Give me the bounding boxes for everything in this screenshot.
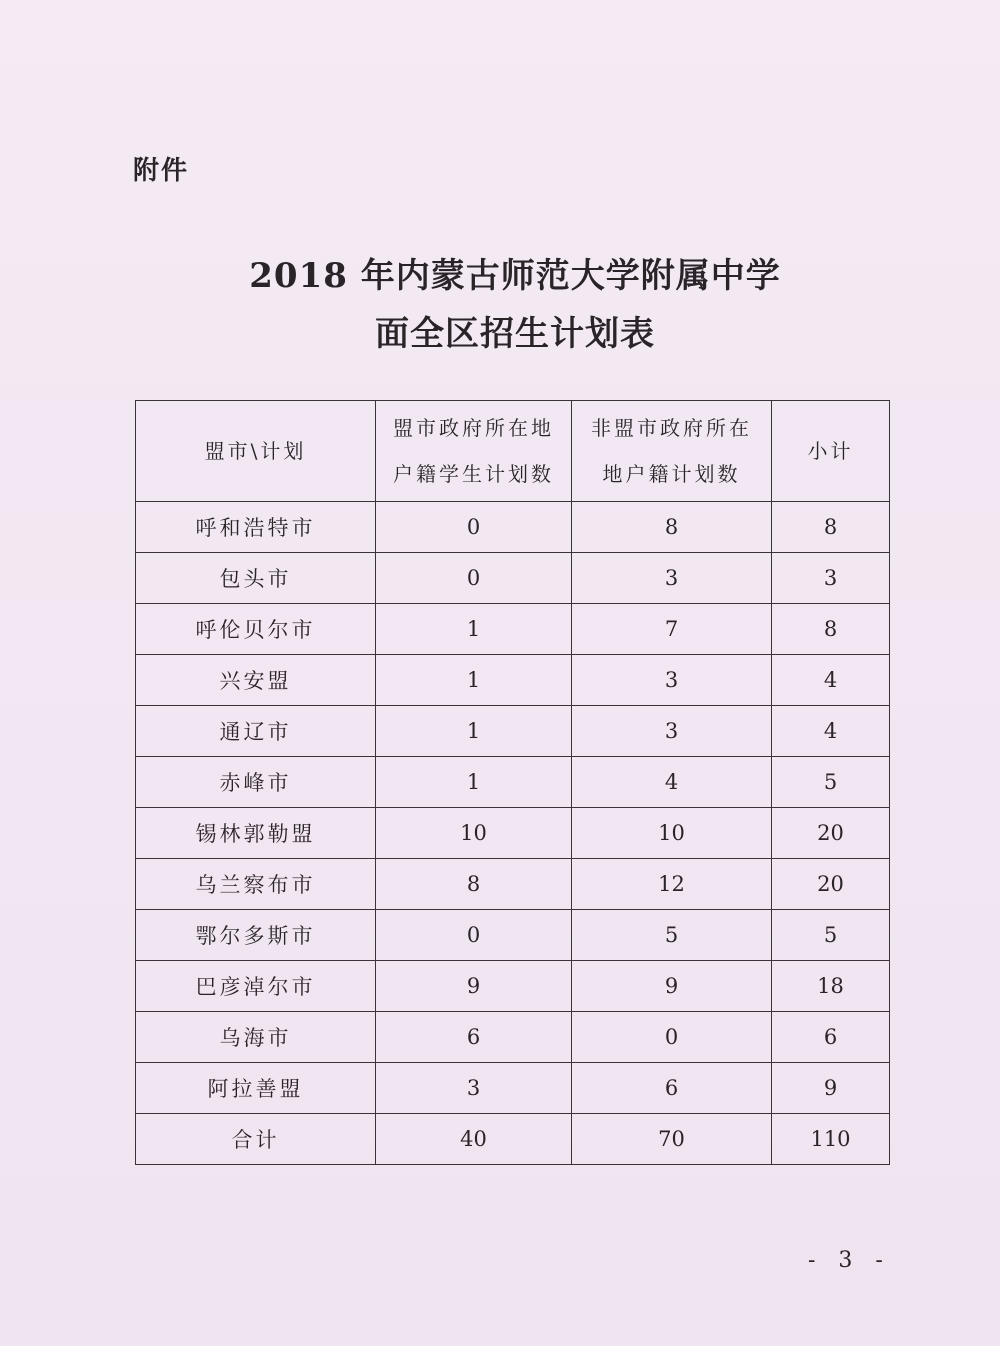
table-row: [136, 859, 890, 910]
cell-region: 呼和浩特市: [136, 502, 376, 553]
header-non-gov-seat-line-1: 非盟市政府所在: [591, 416, 752, 440]
cell-total-subtotal: 110: [772, 1114, 890, 1165]
cell-region: 赤峰市: [136, 757, 376, 808]
cell-region: 锡林郭勒盟: [136, 808, 376, 859]
cell-region: 阿拉善盟: [136, 1063, 376, 1114]
table-row: [136, 553, 890, 604]
cell-region: 鄂尔多斯市: [136, 910, 376, 961]
cell-gov: 9: [376, 961, 572, 1012]
header-subtotal: 小计: [772, 401, 890, 502]
cell-gov: 6: [376, 1012, 572, 1063]
header-non-gov-seat-line-2: 地户籍计划数: [602, 462, 741, 486]
cell-subtotal: 20: [772, 808, 890, 859]
table-total-row: [136, 1114, 890, 1165]
cell-nongov: 8: [572, 502, 772, 553]
table-row: [136, 706, 890, 757]
cell-gov: 0: [376, 502, 572, 553]
cell-gov: 1: [376, 757, 572, 808]
cell-gov: 0: [376, 910, 572, 961]
cell-subtotal: 5: [772, 757, 890, 808]
cell-total-gov: 40: [376, 1114, 572, 1165]
cell-nongov: 3: [572, 655, 772, 706]
cell-gov: 0: [376, 553, 572, 604]
table-row: [136, 808, 890, 859]
cell-subtotal: 8: [772, 502, 890, 553]
table-row: [136, 910, 890, 961]
cell-subtotal: 5: [772, 910, 890, 961]
cell-nongov: 4: [572, 757, 772, 808]
cell-total-label: 合计: [136, 1114, 376, 1165]
cell-nongov: 0: [572, 1012, 772, 1063]
cell-gov: 10: [376, 808, 572, 859]
header-non-gov-seat: [572, 401, 772, 502]
cell-total-nongov: 70: [572, 1114, 772, 1165]
table-header-row: [136, 401, 890, 502]
cell-subtotal: 18: [772, 961, 890, 1012]
cell-region: 包头市: [136, 553, 376, 604]
cell-nongov: 7: [572, 604, 772, 655]
cell-nongov: 12: [572, 859, 772, 910]
cell-nongov: 6: [572, 1063, 772, 1114]
cell-subtotal: 8: [772, 604, 890, 655]
header-gov-seat-line-2: 户籍学生计划数: [393, 462, 554, 486]
cell-gov: 1: [376, 706, 572, 757]
header-gov-seat-line-1: 盟市政府所在地: [393, 416, 554, 440]
document-title-line-2: 面全区招生计划表: [375, 314, 655, 354]
cell-gov: 3: [376, 1063, 572, 1114]
cell-nongov: 3: [572, 706, 772, 757]
attachment-label: 附件: [133, 156, 190, 186]
table-row: [136, 604, 890, 655]
cell-region: 乌兰察布市: [136, 859, 376, 910]
table-row: [136, 502, 890, 553]
header-region: 盟市\计划: [136, 401, 376, 502]
page-number: - 3 -: [808, 1248, 891, 1273]
cell-nongov: 5: [572, 910, 772, 961]
cell-nongov: 3: [572, 553, 772, 604]
cell-gov: 1: [376, 655, 572, 706]
header-gov-seat: [376, 401, 572, 502]
table-row: [136, 1063, 890, 1114]
cell-subtotal: 3: [772, 553, 890, 604]
cell-nongov: 9: [572, 961, 772, 1012]
cell-nongov: 10: [572, 808, 772, 859]
document-title-line-1: 2018 年内蒙古师范大学附属中学: [249, 256, 781, 296]
cell-region: 兴安盟: [136, 655, 376, 706]
table-row: [136, 961, 890, 1012]
cell-region: 呼伦贝尔市: [136, 604, 376, 655]
cell-gov: 1: [376, 604, 572, 655]
cell-gov: 8: [376, 859, 572, 910]
cell-region: 乌海市: [136, 1012, 376, 1063]
table-row: [136, 1012, 890, 1063]
cell-region: 通辽市: [136, 706, 376, 757]
cell-region: 巴彦淖尔市: [136, 961, 376, 1012]
cell-subtotal: 6: [772, 1012, 890, 1063]
cell-subtotal: 4: [772, 655, 890, 706]
enrollment-plan-table: [135, 400, 890, 1165]
cell-subtotal: 20: [772, 859, 890, 910]
table-row: [136, 757, 890, 808]
cell-subtotal: 9: [772, 1063, 890, 1114]
table-row: [136, 655, 890, 706]
cell-subtotal: 4: [772, 706, 890, 757]
